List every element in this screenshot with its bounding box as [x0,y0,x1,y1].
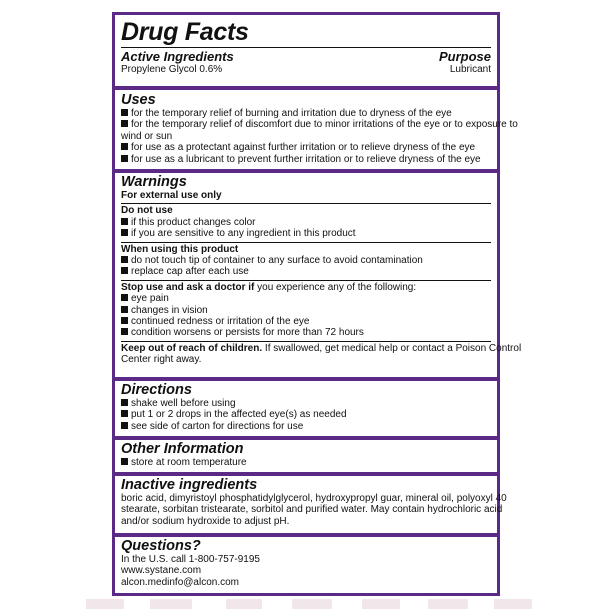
decorative-strip [494,599,532,609]
phone-line: In the U.S. call 1-800-757-9195 [121,554,260,565]
questions-section [121,538,491,588]
do-not-use-heading: Do not use [121,205,173,217]
bullet-square-icon [121,218,128,225]
uses-heading: Uses [121,92,156,108]
section-divider [115,472,497,476]
decorative-strip [292,599,332,609]
list-item: if you are sensitive to any ingredient in this product [121,228,491,239]
list-item: continued redness or irritation of the eye [121,316,491,327]
bullet-square-icon [121,155,128,162]
list-item: put 1 or 2 drops in the affected eye(s) as needed [121,409,491,420]
bullet-square-icon [121,109,128,116]
list-item: store at room temperature [121,457,491,468]
active-ingredients-header-row [121,49,491,64]
active-purpose: Lubricant [449,64,491,75]
bullet-square-icon [121,294,128,301]
bullet-square-icon [121,267,128,274]
decorative-strip [150,599,192,609]
uses-section [121,92,518,165]
warnings-heading: Warnings [121,174,187,190]
questions-heading: Questions? [121,538,201,554]
bullet-square-icon [121,306,128,313]
list-item: changes in vision [121,305,491,316]
list-item: for the temporary relief of discomfort due to minor irritations of the eye or to exposure to [121,119,491,130]
bullet-square-icon [121,458,128,465]
keep-out-block [121,341,522,366]
decorative-strip [226,599,262,609]
warnings-section [121,174,522,366]
active-ingredient: Propylene Glycol 0.6% [121,64,223,75]
keep-out-line: Keep out of reach of children. If swallowed, get medical help or contact a Poison Control [121,342,522,354]
bullet-square-icon [121,256,128,263]
list-item: shake well before using [121,398,491,409]
list-item: do not touch tip of container to any surface to avoid contamination [121,255,491,266]
when-using-block [121,242,491,278]
directions-section [121,382,491,432]
decorative-strip [86,599,124,609]
section-divider [115,533,497,537]
inactive-ingredients-heading: Inactive ingredients [121,477,258,493]
keep-out-line-continued: Center right away. [121,354,202,366]
bullet-square-icon [121,120,128,127]
when-using-heading: When using this product [121,243,239,255]
active-ingredient-row [121,64,491,75]
list-item: for use as a lubricant to prevent further irritation or to relieve dryness of the eye [121,154,491,165]
inactive-ingredients-section [121,477,507,527]
section-divider [115,169,497,173]
inactive-ingredients-line: boric acid, dimyristoyl phosphatidylglycerol, hydroxypropyl guar, mineral oil, polyoxyl 40 [121,493,507,504]
list-item: see side of carton for directions for use [121,421,491,432]
section-divider [115,436,497,440]
drug-facts-header [121,18,491,75]
other-information-heading: Other Information [121,441,244,457]
stop-use-block [121,280,491,339]
divider [121,47,491,48]
inactive-ingredients-line: stearate, sorbitan tristearate, sorbitol and purified water. May contain hydrochloric acid [121,504,503,516]
section-divider [115,377,497,381]
list-item: if this product changes color [121,217,491,228]
external-use-note: For external use only [121,190,222,201]
bullet-square-icon [121,317,128,324]
section-divider [115,86,497,90]
active-ingredients-heading: Active Ingredients [121,49,234,64]
purpose-heading: Purpose [438,49,491,64]
bullet-square-icon [121,399,128,406]
bullet-square-icon [121,143,128,150]
list-item-continued: wind or sun [121,130,173,142]
directions-heading: Directions [121,382,192,398]
page-title: Drug Facts [121,18,249,46]
list-item: for use as a protectant against further irritation or to relieve dryness of the eye [121,142,491,153]
website-link[interactable]: www.systane.com [121,565,202,577]
bullet-square-icon [121,328,128,335]
list-item: replace cap after each use [121,266,491,277]
list-item: eye pain [121,293,491,304]
list-item: condition worsens or persists for more than 72 hours [121,327,491,338]
list-item: for the temporary relief of burning and irritation due to dryness of the eye [121,108,491,119]
drug-facts-panel [112,12,522,596]
bullet-square-icon [121,229,128,236]
decorative-strip [428,599,468,609]
stop-use-heading: Stop use and ask a doctor if you experience any of the following: [121,281,417,293]
bullet-square-icon [121,410,128,417]
decorative-strip [362,599,400,609]
other-information-section [121,441,491,468]
inactive-ingredients-line: and/or sodium hydroxide to adjust pH. [121,515,290,527]
do-not-use-block [121,203,491,239]
bullet-square-icon [121,422,128,429]
email-link[interactable]: alcon.medinfo@alcon.com [121,576,239,588]
